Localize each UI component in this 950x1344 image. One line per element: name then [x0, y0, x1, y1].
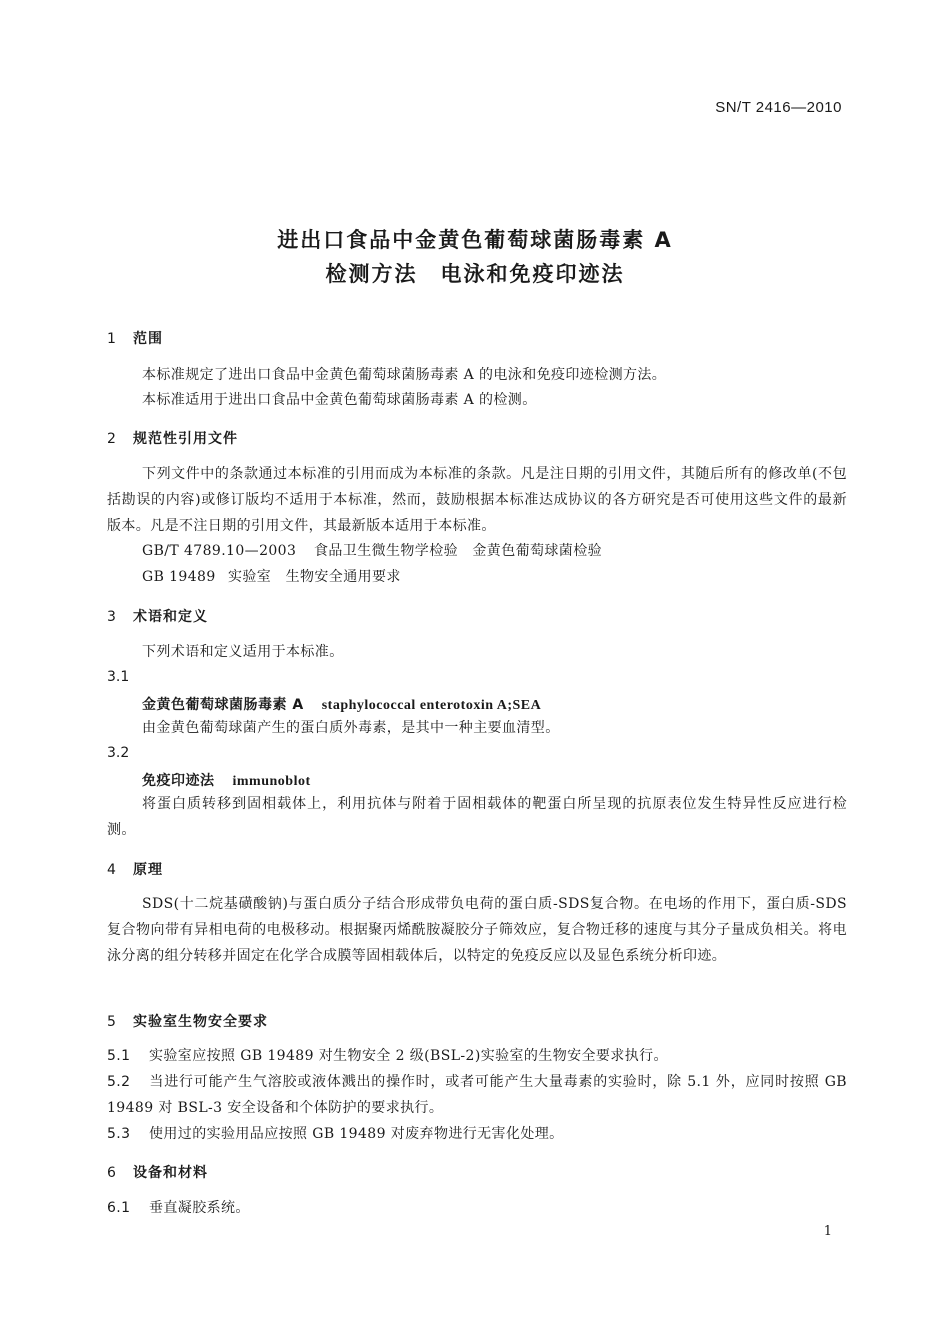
reference-title: 食品卫生微生物学检验 金黄色葡萄球菌检验: [314, 543, 602, 559]
clause-number: 5.2: [107, 1074, 131, 1090]
section-3-paragraph: 下列术语和定义适用于本标准。: [142, 644, 344, 660]
term-3-2-heading: [142, 770, 311, 790]
section-4-heading: [107, 859, 163, 879]
reference-code: GB/T 4789.10—2003: [142, 543, 297, 559]
section-number: 1: [107, 331, 117, 347]
section-title: 术语和定义: [133, 609, 208, 625]
term-chinese: 免疫印迹法: [142, 773, 215, 789]
section-2-paragraph: [107, 461, 847, 539]
term-3-2-number: 3.2: [107, 745, 130, 761]
paragraph-text: 下列文件中的条款通过本标准的引用而成为本标准的条款。凡是注日期的引用文件，其随后所有的修改单(不包括勘误的内容)或修订版均不适用于本标准，然而，鼓励根据本标准达成协议的各方研究是否可使用这些文件的最新版本。凡是不注日期的引用文件，其最新版本适用于本标准。: [107, 466, 847, 534]
section-title: 实验室生物安全要求: [133, 1014, 268, 1030]
section-number: 5: [107, 1014, 117, 1030]
term-3-1-heading: [142, 694, 541, 714]
clause-text: 使用过的实验用品应按照 GB 19489 对废弃物进行无害化处理。: [149, 1126, 564, 1142]
clause-number: 5.1: [107, 1048, 131, 1064]
clause-5-1: [107, 1043, 847, 1069]
document-number: SN/T 2416—2010: [715, 99, 842, 116]
clause-5-3: [107, 1121, 847, 1147]
page-number: 1: [823, 1224, 832, 1239]
clause-number: 6.1: [107, 1200, 131, 1216]
term-chinese: 金黄色葡萄球菌肠毒素 A: [142, 697, 304, 713]
section-number: 2: [107, 431, 117, 447]
clause-5-2: [107, 1069, 847, 1121]
term-3-1-definition: 由金黄色葡萄球菌产生的蛋白质外毒素，是其中一种主要血清型。: [142, 720, 560, 736]
section-1-paragraph-2: 本标准适用于进出口食品中金黄色葡萄球菌肠毒素 A 的检测。: [142, 392, 537, 408]
section-title: 设备和材料: [133, 1165, 208, 1181]
clause-text: 实验室应按照 GB 19489 对生物安全 2 级(BSL-2)实验室的生物安全要求执行。: [149, 1048, 668, 1064]
section-4-paragraph: [107, 891, 847, 969]
section-6-heading: [107, 1162, 208, 1182]
section-number: 6: [107, 1165, 117, 1181]
reference-code: GB 19489: [142, 569, 216, 585]
reference-title: 实验室 生物安全通用要求: [228, 569, 401, 585]
clause-number: 5.3: [107, 1126, 131, 1142]
section-number: 4: [107, 862, 117, 878]
section-title: 规范性引用文件: [133, 431, 238, 447]
title-line-2: 检测方法 电泳和免疫印迹法: [325, 262, 625, 286]
section-title: 范围: [133, 331, 163, 347]
section-1-paragraph-1: 本标准规定了进出口食品中金黄色葡萄球菌肠毒素 A 的电泳和免疫印迹检测方法。: [142, 367, 667, 383]
term-english: immunoblot: [232, 774, 311, 789]
section-3-heading: [107, 606, 208, 626]
term-english: staphylococcal enterotoxin A;SEA: [321, 698, 542, 713]
normative-reference-1: [142, 538, 847, 564]
paragraph-text: 将蛋白质转移到固相载体上，利用抗体与附着于固相载体的靶蛋白所呈现的抗原表位发生特异性反应进行检测。: [107, 796, 847, 838]
term-3-2-definition: [107, 791, 847, 843]
section-1-heading: [107, 328, 163, 348]
section-title: 原理: [133, 862, 163, 878]
title-line-1: 进出口食品中金黄色葡萄球菌肠毒素 A: [277, 228, 673, 252]
clause-6-1: [107, 1195, 847, 1221]
section-5-heading: [107, 1011, 268, 1031]
clause-text: 当进行可能产生气溶胶或液体溅出的操作时，或者可能产生大量毒素的实验时，除 5.1 外，应同时按照 GB 19489 对 BSL-3 安全设备和个体防护的要求执行。: [107, 1074, 847, 1116]
clause-text: 垂直凝胶系统。: [149, 1200, 250, 1216]
term-3-1-number: 3.1: [107, 669, 130, 685]
section-2-heading: [107, 428, 238, 448]
section-number: 3: [107, 609, 117, 625]
paragraph-text: SDS(十二烷基磺酸钠)与蛋白质分子结合形成带负电荷的蛋白质-SDS复合物。在电场的作用下，蛋白质-SDS复合物向带有异相电荷的电极移动。根据聚丙烯酰胺凝胶分子筛效应，复合物迁移的速度与其分子量成负相关。将电泳分离的组分转移并固定在化学合成膜等固相载体后，以特定的免疫反应以及显色系统分析印迹。: [107, 896, 847, 964]
normative-reference-2: [142, 564, 847, 590]
